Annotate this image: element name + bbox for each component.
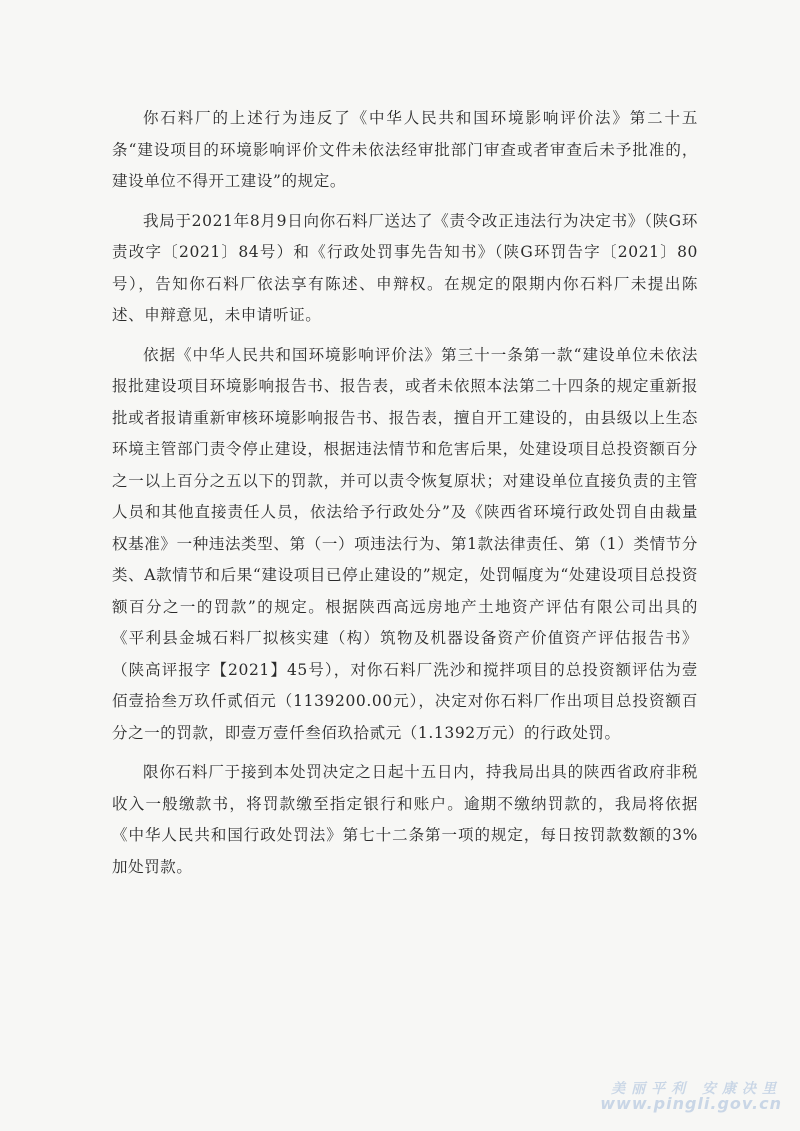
document-body bbox=[112, 103, 698, 891]
paragraph-payment-deadline: 限你石料厂于接到本处罚决定之日起十五日内，持我局出具的陕西省政府非税收入一般缴款书，将罚款缴至指定银行和账户。逾期不缴纳罚款的，我局将依据《中华人民共和国行政处罚法》第七十二条第一项的规定，每日按罚款数额的3%加处罚款。 bbox=[112, 763, 698, 876]
paragraph-notice-delivery: 我局于2021年8月9日向你石料厂送达了《责令改正违法行为决定书》（陕G环责改字〔2021〕84号）和《行政处罚事先告知书》（陕G环罚告字〔2021〕80号），告知你石料厂依法享有陈述、申辩权。在规定的限期内你石料厂未提出陈述、申辩意见，未申请听证。 bbox=[112, 211, 698, 324]
paragraph-violation: 你石料厂的上述行为违反了《中华人民共和国环境影响评价法》第二十五条“建设项目的环境影响评价文件未依法经审批部门审查或者审查后未予批准的，建设单位不得开工建设”的规定。 bbox=[112, 109, 698, 190]
paragraph-penalty-basis: 依据《中华人民共和国环境影响评价法》第三十一条第一款“建设单位未依法报批建设项目环境影响报告书、报告表，或者未依照本法第二十四条的规定重新报批或者报请重新审核环境影响报告书、报告表，擅自开工建设的，由县级以上生态环境主管部门责令停止建设，根据违法情节和危害后果，处建设项目总投资额百分之一以上百分之五以下的罚款，并可以责令恢复原状；对建设单位直接负责的主管人员和其他直接责任人员，依法给予行政处分”及《陕西省环境行政处罚自由裁量权基准》一种违法类型、第（一）项违法行为、第1款法律责任、第（1）类情节分类、A款情节和后果“建设项目已停止建设的”规定，处罚幅度为“处建设项目总投资额百分之一的罚款”的规定。根据陕西高远房地产土地资产评估有限公司出具的《平利县金城石料厂拟核实建（构）筑物及机器设备资产价值资产评估报告书》（陕高评报字【2021】45号），对你石料厂洗沙和搅拌项目的总投资额评估为壹佰壹拾叁万玖仟贰佰元（1139200.00元），决定对你石料厂作出项目总投资额百分之一的罚款，即壹万壹仟叁佰玖拾贰元（1.1392万元）的行政处罚。 bbox=[112, 345, 698, 742]
site-watermark bbox=[600, 1082, 782, 1113]
watermark-url: www.pingli.gov.cn bbox=[600, 1094, 782, 1114]
watermark-text: 美丽平利 安康决里 bbox=[611, 1080, 782, 1097]
